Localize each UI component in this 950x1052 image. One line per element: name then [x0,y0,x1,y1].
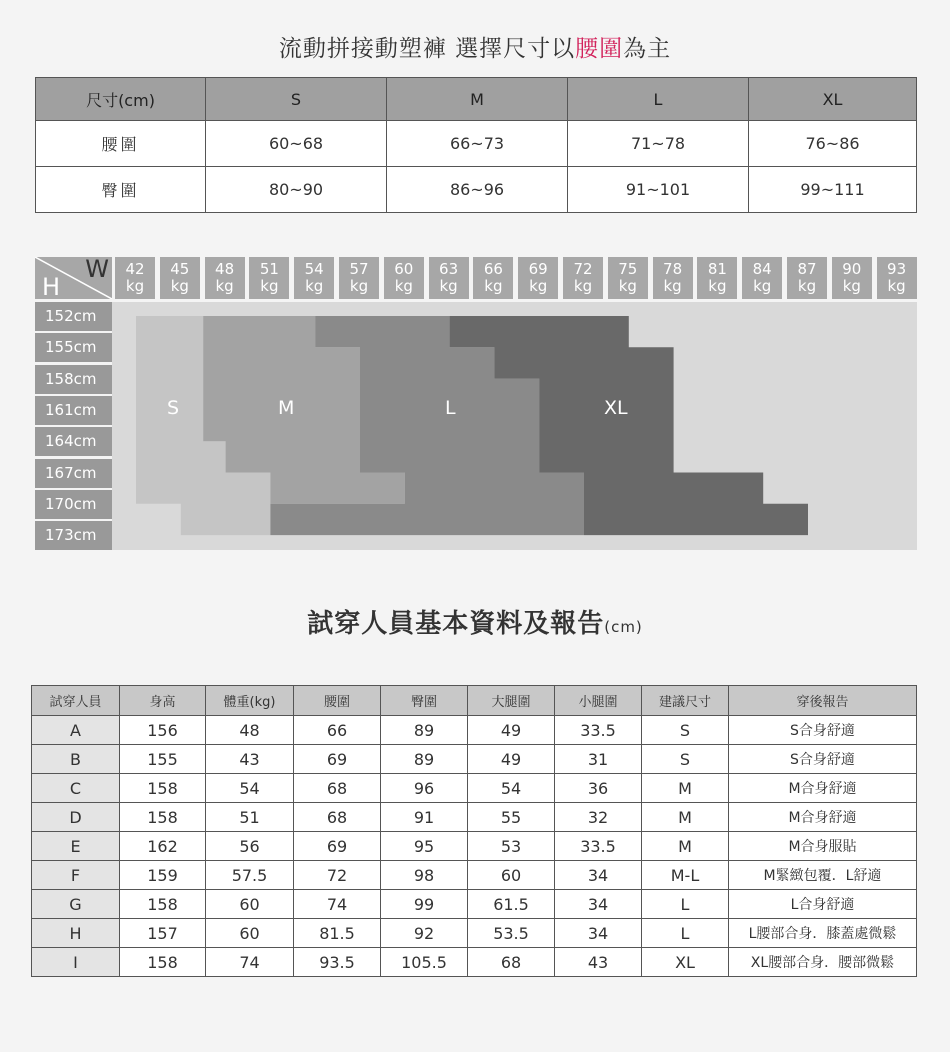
report-cell: 48 [206,716,294,745]
report-cell: 60 [468,861,555,890]
report-cell: 36 [555,774,642,803]
report-header-cell: 建議尺寸 [642,686,729,716]
tester-id: I [32,948,120,977]
report-header-cell: 身高 [120,686,206,716]
report-cell: 156 [120,716,206,745]
report-cell: 99 [381,890,468,919]
report-cell: 68 [294,774,381,803]
size-cell: 86~96 [387,167,568,213]
report-cell: S [642,745,729,774]
report-cell: 54 [206,774,294,803]
report-cell: 33.5 [555,832,642,861]
height-axis-label: H [42,273,61,299]
report-cell: 69 [294,832,381,861]
size-chart [35,257,917,550]
report-row [32,745,917,774]
report-header-cell: 大腿圍 [468,686,555,716]
report-cell: 34 [555,861,642,890]
report-cell: 158 [120,803,206,832]
size-cell: 76~86 [749,121,917,167]
weight-header-cell: 81 kg [697,257,737,299]
tester-id: E [32,832,120,861]
report-cell: 56 [206,832,294,861]
fit-report: S合身舒適 [729,716,917,745]
report-cell: 92 [381,919,468,948]
height-row-label: 158cm [35,365,112,394]
report-cell: 68 [468,948,555,977]
report-row [32,890,917,919]
tester-id: A [32,716,120,745]
report-cell: 49 [468,716,555,745]
fit-report: M合身舒適 [729,803,917,832]
page-title: 流動拼接動塑褲 選擇尺寸以腰圍為主 [278,36,672,62]
report-cell: 51 [206,803,294,832]
fitting-report-table [31,685,917,977]
size-row-label: 腰圍 [36,121,206,167]
report-cell: M [642,803,729,832]
report-header-row [32,686,917,716]
weight-header-cell: 93 kg [877,257,917,299]
zone-label-s: S [167,397,180,419]
report-row [32,803,917,832]
size-zone-plot [112,302,917,550]
size-row-hip [36,167,917,213]
report-cell: M [642,832,729,861]
report-cell: 34 [555,919,642,948]
tester-id: D [32,803,120,832]
zone-label-m: M [278,397,295,419]
height-row-label: 167cm [35,459,112,488]
fit-report: L合身舒適 [729,890,917,919]
report-cell: M-L [642,861,729,890]
report-row [32,861,917,890]
report-header-cell: 腰圍 [294,686,381,716]
report-cell: L [642,890,729,919]
height-row-label: 155cm [35,333,112,362]
weight-header-cell: 42 kg [115,257,155,299]
report-cell: 98 [381,861,468,890]
report-cell: 61.5 [468,890,555,919]
report-header-cell: 試穿人員 [32,686,120,716]
report-cell: 33.5 [555,716,642,745]
report-cell: 68 [294,803,381,832]
report-cell: 89 [381,716,468,745]
report-cell: 72 [294,861,381,890]
report-cell: 49 [468,745,555,774]
report-cell: 96 [381,774,468,803]
report-cell: 81.5 [294,919,381,948]
fit-report: M合身舒適 [729,774,917,803]
report-cell: L [642,919,729,948]
report-cell: S [642,716,729,745]
report-cell: 158 [120,774,206,803]
report-cell: 53 [468,832,555,861]
height-row-label: 170cm [35,490,112,519]
report-cell: 74 [206,948,294,977]
tester-id: C [32,774,120,803]
size-table-header [36,78,917,121]
height-row-label: 161cm [35,396,112,425]
report-header-cell: 穿後報告 [729,686,917,716]
report-cell: 159 [120,861,206,890]
weight-header-cell: 48 kg [205,257,245,299]
report-cell: 60 [206,890,294,919]
report-row [32,832,917,861]
title-highlight: 腰圍 [575,36,624,62]
weight-header-cell: 51 kg [249,257,289,299]
report-row [32,919,917,948]
weight-header-cell: 57 kg [339,257,379,299]
weight-axis-label: W [85,257,109,283]
fit-report: M緊緻包覆．L舒適 [729,861,917,890]
weight-header-cell: 72 kg [563,257,603,299]
report-row [32,774,917,803]
report-row [32,716,917,745]
report-cell: 54 [468,774,555,803]
weight-header-cell: 69 kg [518,257,558,299]
report-cell: 158 [120,948,206,977]
size-cell: 60~68 [206,121,387,167]
report-cell: 43 [206,745,294,774]
size-header-cell: 尺寸(cm) [36,78,206,121]
report-row [32,948,917,977]
report-cell: 66 [294,716,381,745]
report-cell: 74 [294,890,381,919]
height-row-label: 164cm [35,427,112,456]
weight-header-cell: 87 kg [787,257,827,299]
report-cell: 93.5 [294,948,381,977]
weight-header-cell: 45 kg [160,257,200,299]
chart-corner [35,257,112,299]
report-cell: M [642,774,729,803]
report-cell: 53.5 [468,919,555,948]
tester-id: G [32,890,120,919]
report-cell: 34 [555,890,642,919]
weight-header-cell: 90 kg [832,257,872,299]
size-cell: 80~90 [206,167,387,213]
report-cell: 157 [120,919,206,948]
report-cell: 69 [294,745,381,774]
tester-id: F [32,861,120,890]
report-cell: 91 [381,803,468,832]
size-cell: 66~73 [387,121,568,167]
weight-header-cell: 63 kg [429,257,469,299]
report-cell: 43 [555,948,642,977]
report-cell: 89 [381,745,468,774]
report-cell: 57.5 [206,861,294,890]
size-header-cell: XL [749,78,917,121]
report-header-cell: 體重(kg) [206,686,294,716]
report-cell: 31 [555,745,642,774]
report-title: 試穿人員基本資料及報告(cm) [307,609,643,639]
weight-header-cell: 54 kg [294,257,334,299]
size-table [35,77,917,213]
weight-header-cell: 78 kg [653,257,693,299]
fit-report: XL腰部合身．腰部微鬆 [729,948,917,977]
fit-report: L腰部合身．膝蓋處微鬆 [729,919,917,948]
tester-id: B [32,745,120,774]
weight-header-cell: 75 kg [608,257,648,299]
size-row-label: 臀圍 [36,167,206,213]
size-cell: 99~111 [749,167,917,213]
zone-label-l: L [445,397,456,419]
size-header-cell: S [206,78,387,121]
report-cell: 158 [120,890,206,919]
report-cell: 155 [120,745,206,774]
size-row-waist [36,121,917,167]
report-cell: XL [642,948,729,977]
weight-header-cell: 66 kg [473,257,513,299]
report-cell: 55 [468,803,555,832]
zone-label-xl: XL [604,397,628,419]
size-header-cell: L [568,78,749,121]
fit-report: S合身舒適 [729,745,917,774]
report-header-cell: 小腿圍 [555,686,642,716]
report-cell: 95 [381,832,468,861]
height-row-label: 152cm [35,302,112,331]
report-cell: 60 [206,919,294,948]
report-cell: 32 [555,803,642,832]
weight-header-cell: 84 kg [742,257,782,299]
report-header-cell: 臀圍 [381,686,468,716]
height-row-label: 173cm [35,521,112,550]
size-cell: 91~101 [568,167,749,213]
report-cell: 105.5 [381,948,468,977]
size-header-cell: M [387,78,568,121]
weight-header-cell: 60 kg [384,257,424,299]
tester-id: H [32,919,120,948]
size-cell: 71~78 [568,121,749,167]
fit-report: M合身服貼 [729,832,917,861]
report-cell: 162 [120,832,206,861]
